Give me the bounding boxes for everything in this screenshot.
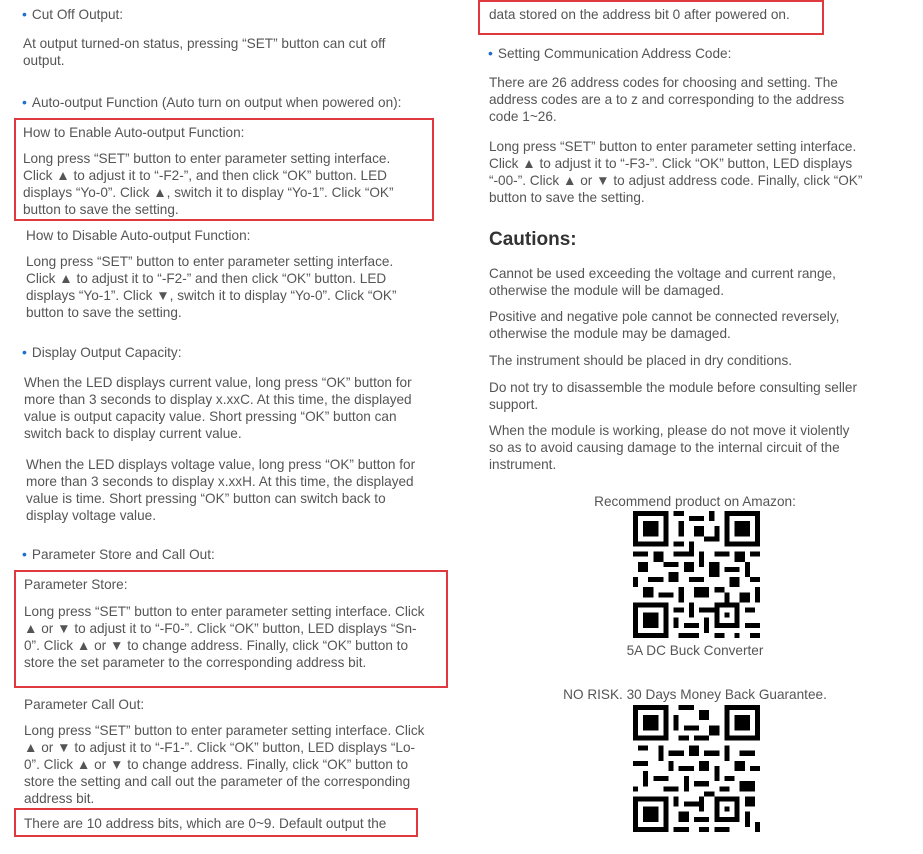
enable-text: Long press “SET” button to enter parameter setting interface. Click ▲ to adjust it to “-F2-”, and then click “OK” button. LED displays “Yo-0”. Click ▲, switch it to display “Yo-1”. Click “OK” button to save the setting. bbox=[23, 151, 394, 217]
callout-subheading: Parameter Call Out: bbox=[24, 697, 145, 712]
product-label: 5A DC Buck Converter bbox=[626, 643, 764, 658]
guarantee-qr-code[interactable] bbox=[633, 705, 760, 832]
disable-heading: How to Disable Auto-output Function: bbox=[26, 228, 251, 243]
store-heading: • Parameter Store and Call Out: bbox=[22, 546, 442, 563]
auto-output-heading: • Auto-output Function (Auto turn on output when powered on): bbox=[22, 94, 442, 111]
caution-item-1: Cannot be used exceeding the voltage and current range, otherwise the module will be damaged. bbox=[489, 266, 836, 298]
caution-item-4: Do not try to disassemble the module before consulting seller support. bbox=[489, 380, 857, 412]
capacity-heading: • Display Output Capacity: bbox=[22, 344, 442, 361]
recommend-label: Recommend product on Amazon: bbox=[594, 494, 796, 509]
store-subheading: Parameter Store: bbox=[24, 577, 128, 592]
cautions-title: Cautions: bbox=[489, 229, 577, 250]
comm-text-codes: There are 26 address codes for choosing and setting. The address codes are a to z and corresponding to the address code 1~26. bbox=[489, 75, 845, 124]
capacity-text-current: When the LED displays current value, long press “OK” button for more than 3 seconds to display x.xxC. At this time, the displayed value is output capacity value. Short pressing “OK” button can switch back to display current value. bbox=[24, 375, 412, 441]
address-bits-cont-text: data stored on the address bit 0 after powered on. bbox=[489, 7, 790, 22]
address-bits-text: There are 10 address bits, which are 0~9. Default output the bbox=[24, 816, 387, 831]
guarantee-label: NO RISK. 30 Days Money Back Guarantee. bbox=[563, 687, 827, 702]
caution-item-3: The instrument should be placed in dry conditions. bbox=[489, 353, 793, 368]
disable-text: Long press “SET” button to enter parameter setting interface. Click ▲ to adjust it to “-F2-” and then click “OK” button. LED displays “Yo-1”. Click ▼, switch it to display “Yo-0”. Click “OK” button to save the setting. bbox=[26, 254, 397, 320]
comm-heading: • Setting Communication Address Code: bbox=[488, 45, 908, 62]
caution-item-2: Positive and negative pole cannot be connected reversely, otherwise the module may be damaged. bbox=[489, 309, 840, 341]
enable-heading: How to Enable Auto-output Function: bbox=[23, 125, 245, 140]
amazon-product-qr-code[interactable] bbox=[633, 511, 760, 638]
cut-off-text: At output turned-on status, pressing “SET” button can cut off output. bbox=[23, 36, 386, 68]
callout-text: Long press “SET” button to enter parameter setting interface. Click ▲ or ▼ to adjust it to “-F1-”. Click “OK” button, LED displays “Lo-0”. Click ▲ or ▼ to change address. Finally, click “OK” button to store the setting and call out the parameter of the corresponding address bit. bbox=[24, 723, 425, 806]
store-text: Long press “SET” button to enter parameter setting interface. Click ▲ or ▼ to adjust it to “-F0-”. Click “OK” button, LED displays “Sn-0”. Click ▲ or ▼ to change address. Finally, click “OK” button to store the set parameter to the corresponding address bit. bbox=[24, 604, 425, 670]
cut-off-heading: • Cut Off Output: bbox=[22, 6, 442, 23]
caution-item-5: When the module is working, please do not move it violently so as to avoid causing damage to the internal circuit of the instrument. bbox=[489, 423, 850, 472]
comm-text-setting: Long press “SET” button to enter parameter setting interface. Click ▲ to adjust it to “-F3-”. Click “OK” button, LED displays “-00-”. Click ▲ or ▼ to adjust address code. Finally, click “OK” button to save the setting. bbox=[489, 139, 863, 205]
capacity-text-voltage: When the LED displays voltage value, long press “OK” button for more than 3 seconds to display x.xxH. At this time, the displayed value is time. Short pressing “OK” button can switch back to display voltage value. bbox=[26, 457, 416, 523]
